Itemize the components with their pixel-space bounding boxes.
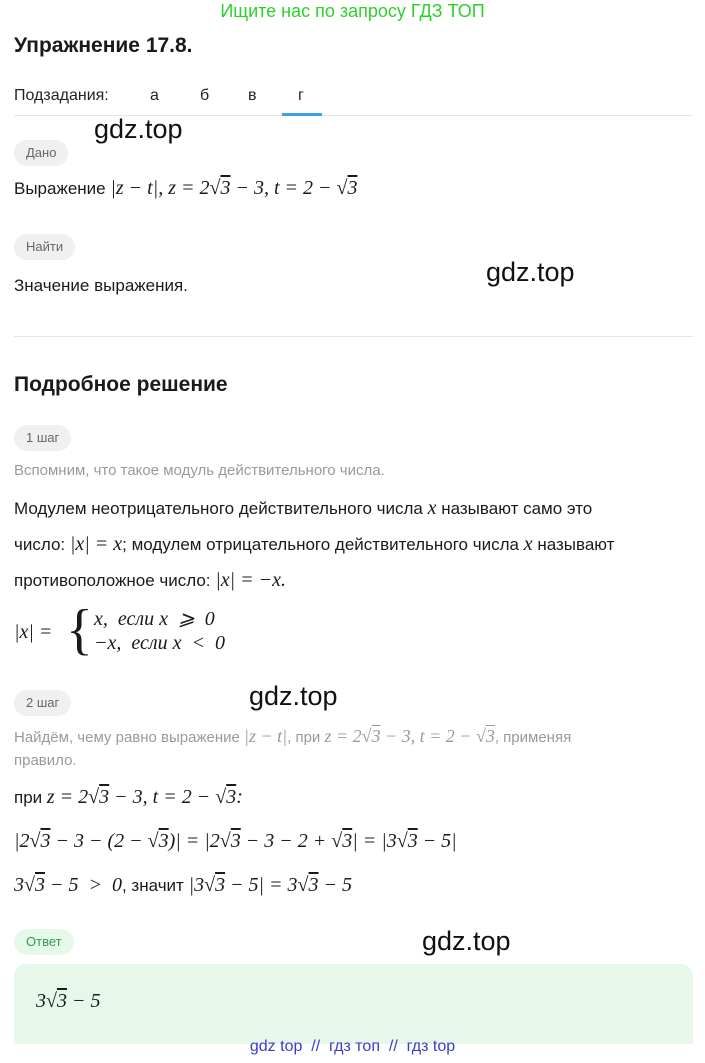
step1-line2-b: ; модулем отрицательного действительного числа bbox=[122, 535, 519, 554]
active-tab-indicator bbox=[282, 113, 322, 116]
watermark: gdz.top bbox=[249, 681, 338, 711]
given-text bbox=[14, 177, 357, 200]
step1-line3 bbox=[14, 569, 286, 592]
watermark: gdz.top bbox=[486, 257, 575, 287]
step1-line2 bbox=[14, 533, 614, 556]
math-x: x bbox=[523, 533, 533, 555]
solution-title: Подробное решение bbox=[14, 373, 228, 396]
math-abs-x-eq: |x| = bbox=[14, 621, 53, 643]
tab-b[interactable]: б bbox=[200, 87, 210, 104]
page-title: Упражнение 17.8. bbox=[14, 34, 193, 57]
top-banner: Ищите нас по запросу ГДЗ ТОП bbox=[220, 1, 485, 21]
case-negative: −x, если x < 0 bbox=[94, 632, 225, 654]
step2-hint-b: , при bbox=[287, 729, 321, 746]
answer-value: 3√3 − 5 bbox=[36, 990, 101, 1012]
tab-g[interactable]: г bbox=[298, 87, 304, 104]
case-positive: x, если x ⩾ 0 bbox=[94, 608, 215, 630]
answer-box bbox=[14, 964, 693, 1044]
step2-calc: |2√3 − 3 − (2 − √3)| = |2√3 − 3 − 2 + √3| = |3√3 − 5| bbox=[14, 830, 457, 852]
tab-a[interactable]: а bbox=[150, 87, 159, 104]
section-divider bbox=[14, 336, 693, 337]
math-x: x bbox=[427, 497, 437, 519]
find-text: Значение выражения. bbox=[14, 276, 188, 295]
step1-line1 bbox=[14, 497, 592, 520]
tab-v[interactable]: в bbox=[248, 87, 257, 104]
step2-hint-c: , применяя bbox=[494, 729, 572, 746]
step1-line1-a: Модулем неотрицательного действительного числа bbox=[14, 499, 423, 518]
step1-line1-b: называют само это bbox=[441, 499, 593, 518]
math-abs-x: |x| = x bbox=[69, 533, 123, 555]
step1-pill: 1 шаг bbox=[14, 425, 71, 451]
watermark: gdz.top bbox=[422, 926, 511, 956]
bottom-watermark-bar: gdz top // гдз топ // гдз top bbox=[249, 1038, 456, 1055]
step2-pill: 2 шаг bbox=[14, 690, 71, 716]
given-formula: |z − t|, z = 2√3 − 3, t = 2 − √3 bbox=[110, 177, 358, 199]
subtasks-nav bbox=[14, 87, 694, 117]
step1-line3-a: противоположное число: bbox=[14, 571, 211, 590]
given-pill: Дано bbox=[14, 140, 68, 166]
math-values: z = 2√3 − 3, t = 2 − √3 bbox=[324, 726, 495, 746]
find-pill: Найти bbox=[14, 234, 75, 260]
brace-glyph: { bbox=[66, 599, 93, 661]
math-abs-neg-x: |x| = −x. bbox=[215, 569, 286, 591]
math-inequality: 3√3 − 5 > 0 bbox=[14, 874, 122, 896]
step1-line2-a: число: bbox=[14, 535, 66, 554]
step1-line2-c: называют bbox=[537, 535, 615, 554]
watermark: gdz.top bbox=[94, 114, 183, 144]
subtasks-label: Подзадания: bbox=[14, 87, 109, 104]
step2-hint-a: Найдём, чему равно выражение bbox=[14, 729, 240, 746]
piecewise-formula bbox=[14, 599, 314, 664]
step2-conclusion bbox=[14, 874, 352, 897]
answer-pill: Ответ bbox=[14, 929, 74, 955]
math-values-2: z = 2√3 − 3, t = 2 − √3: bbox=[46, 786, 243, 808]
step2-hint-line1 bbox=[14, 726, 571, 747]
step1-hint: Вспомним, что такое модуль действительного числа. bbox=[14, 462, 385, 479]
given-prefix: Выражение bbox=[14, 179, 111, 198]
step2-hint-d: правило. bbox=[14, 752, 77, 769]
step2-at: при bbox=[14, 788, 43, 807]
step2-then: , значит bbox=[121, 876, 184, 895]
math-result: |3√3 − 5| = 3√3 − 5 bbox=[188, 874, 353, 896]
math-abs-z-t: |z − t| bbox=[244, 726, 288, 746]
step2-at-line bbox=[14, 786, 243, 809]
